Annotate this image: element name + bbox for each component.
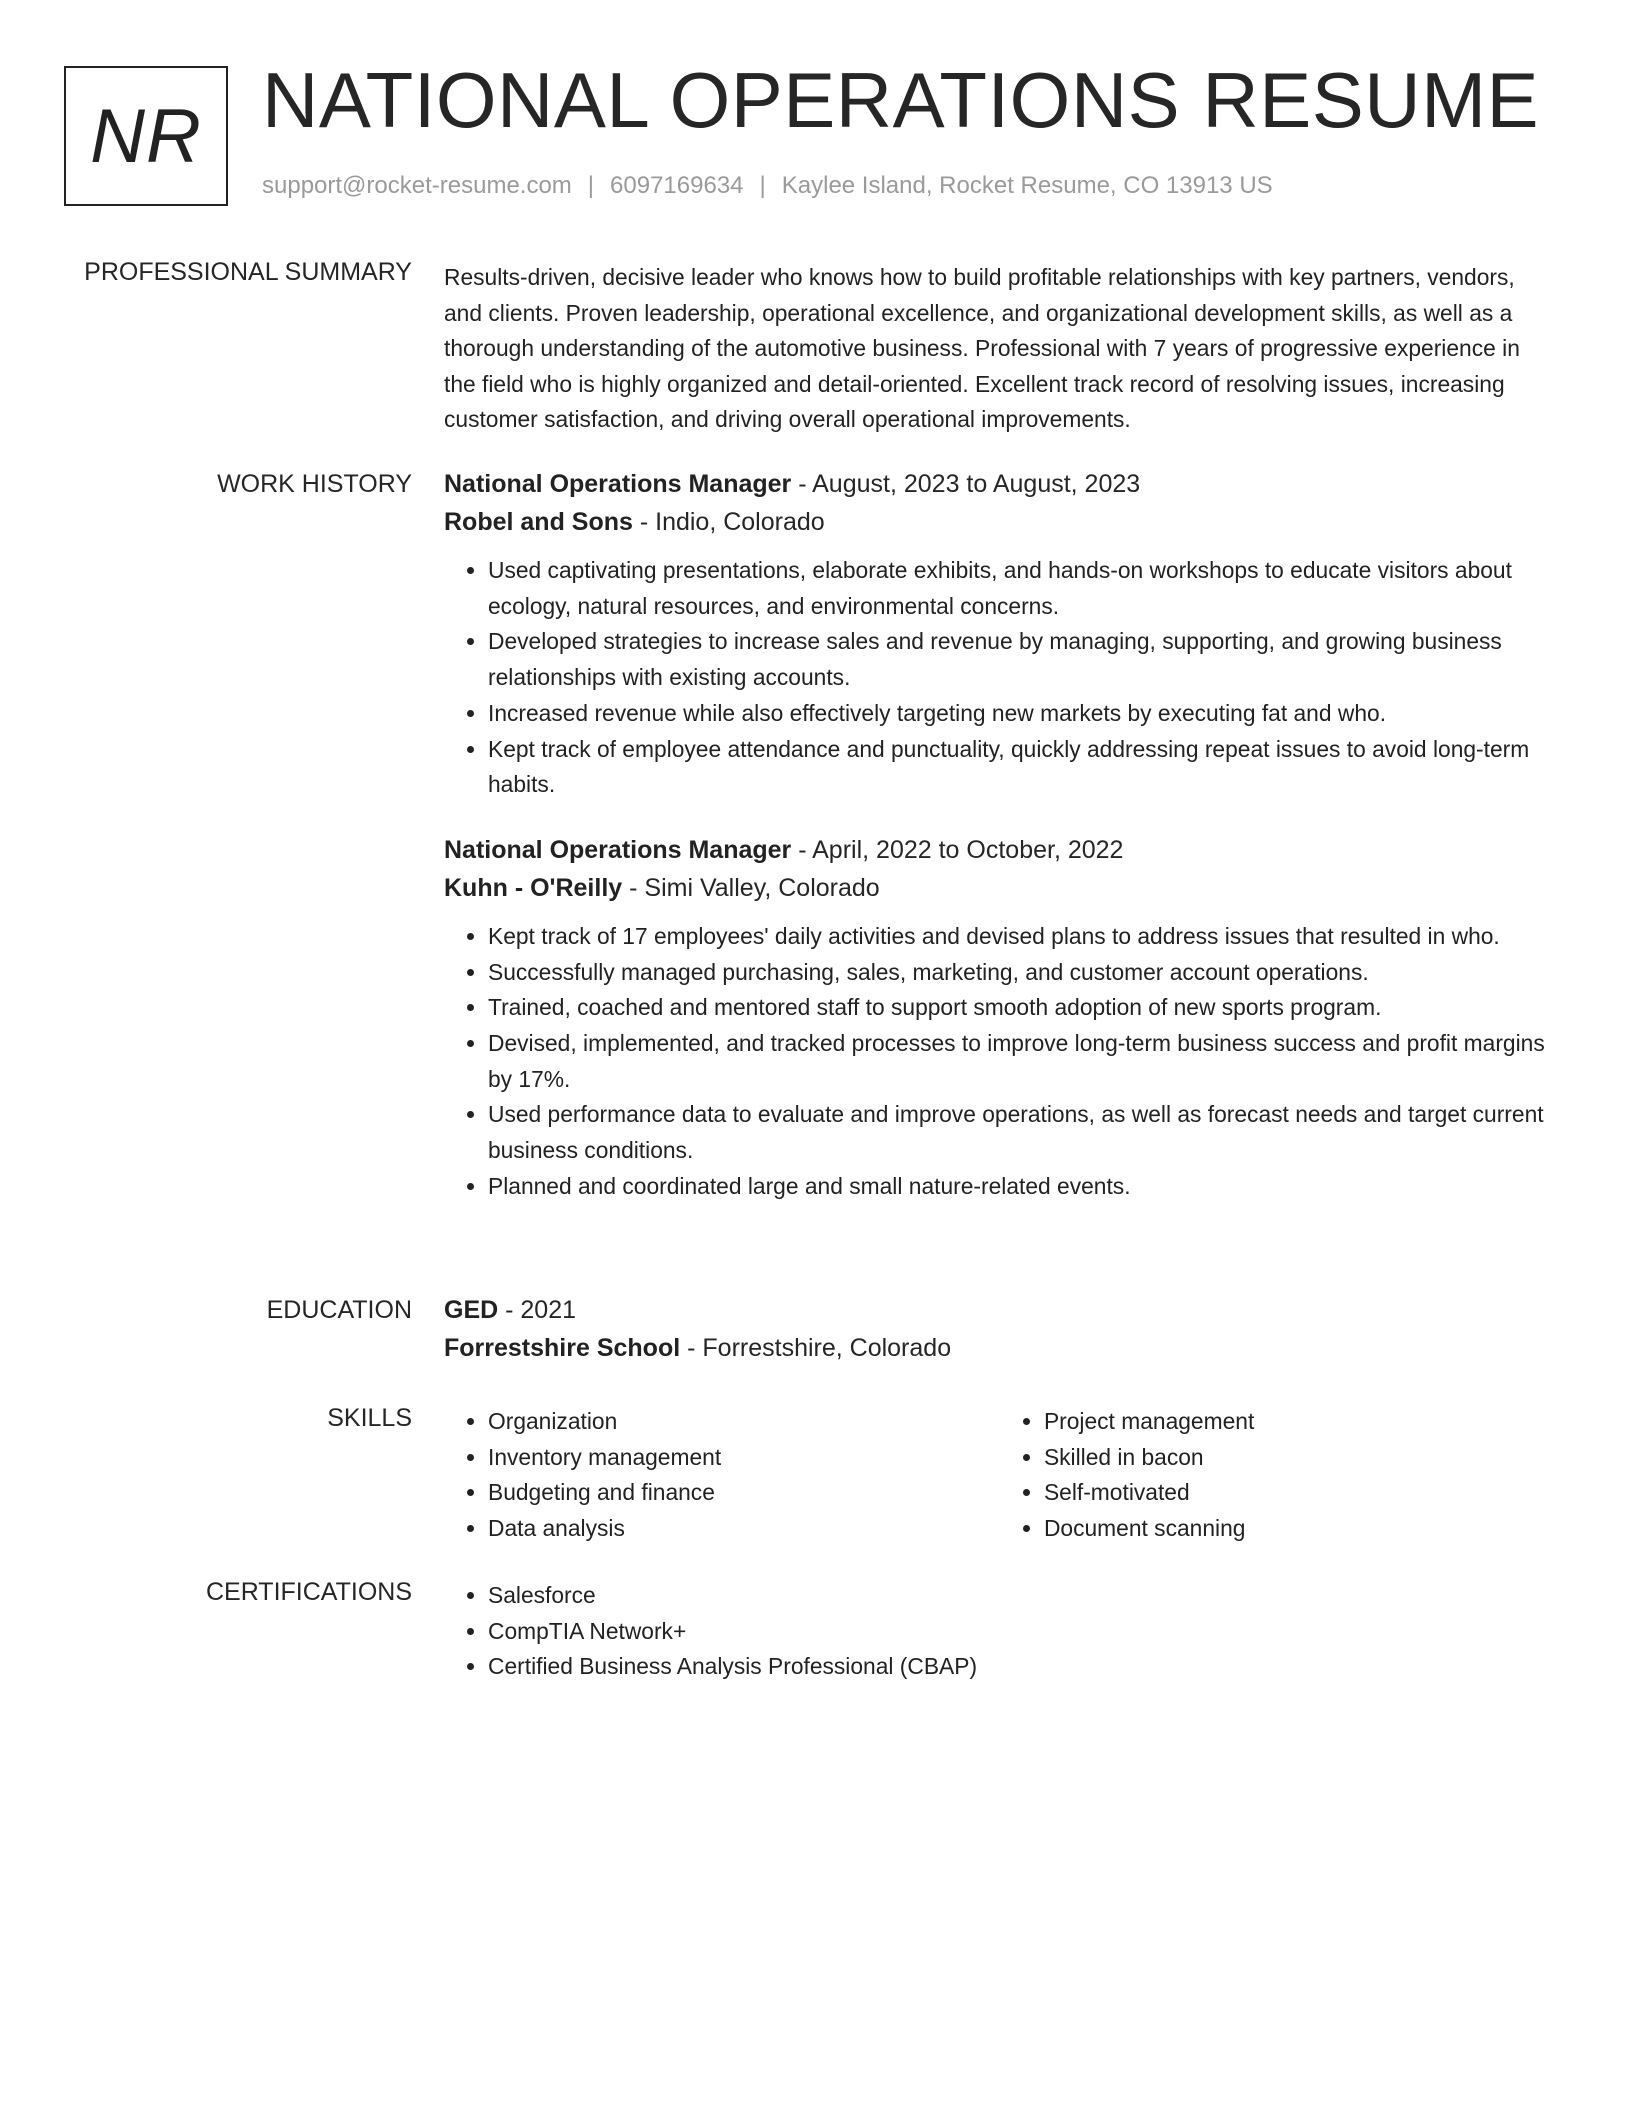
contact-email: support@rocket-resume.com: [262, 172, 572, 199]
job-company-line: [444, 869, 1554, 907]
job-bullet: • Devised, implemented, and tracked processes to improve long-term business success and profit margins by 17%.: [488, 1026, 1554, 1097]
certification-item: • CompTIA Network+: [488, 1614, 1554, 1650]
monogram-logo: NR: [64, 66, 228, 206]
job-bullets: [444, 553, 1554, 803]
education-body: [444, 1291, 1554, 1367]
job-bullet: • Used performance data to evaluate and improve operations, as well as forecast needs and target current business conditions.: [488, 1097, 1554, 1168]
summary-text: Results-driven, decisive leader who knows how to build profitable relationships with key partners, vendors, and clients. Proven leadership, operational excellence, and organizational development skills, as well as a thorough understanding of the automotive business. Professional with 7 years of progressive experience in the field who is highly organized and detail-oriented. Excellent track record of resolving issues, increasing customer satisfaction, and driving overall operational improvements.: [444, 264, 1520, 432]
certifications-list: [444, 1578, 1554, 1685]
work-history-body: [444, 465, 1554, 1205]
job-company: Kuhn - O'Reilly: [444, 873, 623, 902]
job-location: - Indio, Colorado: [632, 508, 825, 536]
skill-item: • Data analysis: [488, 1511, 1000, 1547]
skills-columns: [444, 1404, 1554, 1547]
contact-separator: |: [759, 172, 766, 199]
job-bullet: • Used captivating presentations, elaborate exhibits, and hands-on workshops to educate visitors about ecology, natural resources, and environmental concerns.: [488, 553, 1554, 624]
summary-body: [444, 260, 1554, 438]
skills-list-right: [1000, 1404, 1554, 1547]
skills-heading: SKILLS: [327, 1404, 412, 1432]
certifications-heading: CERTIFICATIONS: [205, 1578, 412, 1606]
school-location: - Forrestshire, Colorado: [680, 1334, 952, 1362]
school-name: Forrestshire School: [444, 1334, 681, 1362]
certification-item: • Salesforce: [488, 1578, 1554, 1614]
job-bullet: • Planned and coordinated large and small nature-related events.: [488, 1169, 1554, 1205]
skill-item: • Project management: [1044, 1404, 1554, 1440]
skill-item: • Skilled in bacon: [1044, 1440, 1554, 1476]
contact-phone: 6097169634: [610, 172, 744, 199]
job-company: Robel and Sons: [444, 508, 633, 536]
skill-item: • Budgeting and finance: [488, 1475, 1000, 1511]
skill-item: • Document scanning: [1044, 1511, 1554, 1547]
job-title-line: [444, 831, 1554, 869]
job-entry: [444, 465, 1554, 803]
work-history-heading: WORK HISTORY: [217, 470, 412, 498]
certifications-body: [444, 1578, 1554, 1685]
graduation-year: - 2021: [498, 1296, 577, 1324]
job-title: National Operations Manager: [444, 470, 792, 498]
job-bullets: [444, 919, 1554, 1205]
job-bullet: • Kept track of employee attendance and punctuality, quickly addressing repeat issues to avoid long-term habits.: [488, 732, 1554, 803]
job-bullet: • Kept track of 17 employees' daily activities and devised plans to address issues that resulted in who.: [488, 919, 1554, 955]
education-heading: EDUCATION: [266, 1296, 412, 1324]
skill-item: • Organization: [488, 1404, 1000, 1440]
skills-body: [444, 1404, 1554, 1547]
contact-line: [262, 172, 1273, 200]
job-dates: - April, 2022 to October, 2022: [791, 835, 1124, 864]
certification-item: • Certified Business Analysis Professional (CBAP): [488, 1649, 1554, 1685]
job-dates: - August, 2023 to August, 2023: [791, 470, 1141, 498]
contact-separator: |: [587, 172, 595, 199]
page-title: NATIONAL OPERATIONS RESUME: [262, 56, 1540, 144]
job-company-line: [444, 503, 1554, 541]
school-line: [444, 1329, 1554, 1367]
summary-heading: PROFESSIONAL SUMMARY: [84, 258, 412, 286]
job-location: - Simi Valley, Colorado: [622, 873, 880, 902]
job-bullet: • Successfully managed purchasing, sales, marketing, and customer account operations.: [488, 955, 1554, 991]
job-title: National Operations Manager: [444, 835, 792, 864]
degree: GED: [444, 1296, 499, 1324]
skills-list-left: [444, 1404, 1000, 1547]
degree-line: [444, 1291, 1554, 1329]
job-bullet: • Developed strategies to increase sales and revenue by managing, supporting, and growing business relationships with existing accounts.: [488, 624, 1554, 695]
job-title-line: [444, 465, 1554, 503]
contact-address: Kaylee Island, Rocket Resume, CO 13913 US: [781, 172, 1273, 199]
job-bullet: • Trained, coached and mentored staff to support smooth adoption of new sports program.: [488, 990, 1554, 1026]
skill-item: • Inventory management: [488, 1440, 1000, 1476]
job-bullet: • Increased revenue while also effectively targeting new markets by executing fat and who.: [488, 696, 1554, 732]
skill-item: • Self-motivated: [1044, 1475, 1554, 1511]
job-entry: [444, 831, 1554, 1205]
